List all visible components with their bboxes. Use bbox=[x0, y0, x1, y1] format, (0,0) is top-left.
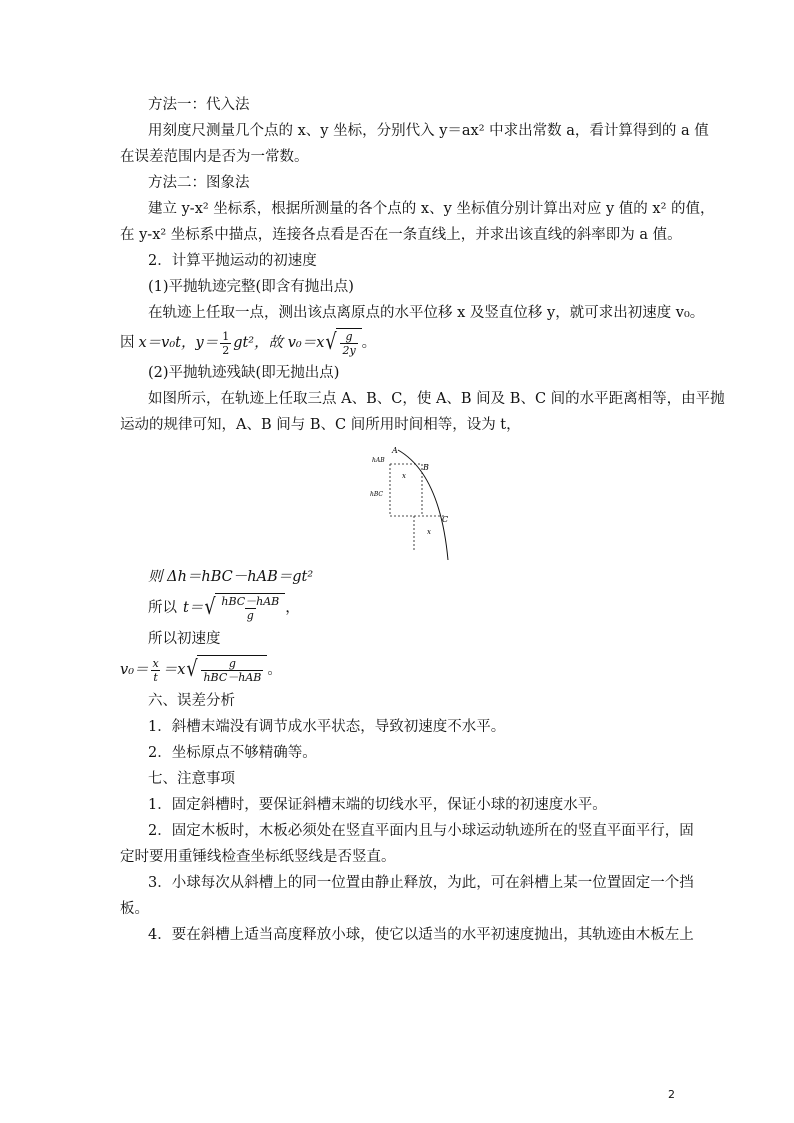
time-formula bbox=[120, 590, 676, 626]
v0-denominator: hBC－hAB bbox=[203, 671, 262, 684]
eq1-prefix: 因 bbox=[120, 335, 135, 351]
x-over-t-fraction bbox=[151, 657, 161, 684]
method1-paragraph-line2: 在误差范围内是否为一常数。 bbox=[120, 149, 309, 165]
page-number: 2 bbox=[668, 1088, 675, 1101]
method2-paragraph-line2: 在 y-x² 坐标系中描点，连接各点看是否在一条直线上，并求出该直线的斜率即为 a 值。 bbox=[120, 227, 682, 243]
point-b-label: B bbox=[423, 463, 429, 472]
initial-velocity-label: 所以初速度 bbox=[148, 631, 221, 647]
method2-paragraph-line1: 建立 y-x² 坐标系，根据所测量的各个点的 x、y 坐标值分别计算出对应 y 值的 x² 的值， bbox=[148, 201, 715, 217]
half-fraction bbox=[220, 330, 231, 357]
hbc-label: hBC bbox=[370, 491, 383, 498]
error-item-2: 2．坐标原点不够精确等。 bbox=[148, 745, 317, 761]
error-item-1: 1．斜槽末端没有调节成水平状态，导致初速度不水平。 bbox=[148, 719, 506, 735]
time-denominator: g bbox=[246, 609, 254, 622]
note-item-2-line1: 2．固定木板时，木板必须处在竖直平面内且与小球运动轨迹所在的竖直平面平行，固 bbox=[148, 823, 694, 839]
v0-end: 。 bbox=[267, 662, 282, 678]
subsection1-paragraph: 在轨迹上任取一点，测出该点离原点的水平位移 x 及竖直位移 y，就可求出初速度 v₀。 bbox=[148, 305, 705, 321]
t-denominator: t bbox=[153, 670, 158, 684]
sqrt-numerator: g bbox=[345, 330, 353, 343]
section7-title: 七、注意事项 bbox=[148, 771, 235, 787]
eq1-part-b: gt²，故 v₀＝x bbox=[233, 335, 325, 351]
note-item-1: 1．固定斜槽时，要保证斜槽末端的切线水平，保证小球的初速度水平。 bbox=[148, 797, 607, 813]
section6-title: 六、误差分析 bbox=[148, 693, 235, 709]
note-item-2-line2: 定时要用重锤线检查坐标纸竖线是否竖直。 bbox=[120, 849, 396, 865]
time-lhs: t＝ bbox=[183, 600, 204, 616]
half-denominator: 2 bbox=[222, 343, 230, 357]
subsection2-paragraph-line2: 运动的规律可知，A、B 间与 B、C 间所用时间相等，设为 t， bbox=[120, 417, 521, 433]
x2-label: x bbox=[427, 528, 431, 536]
v0-lhs: v₀＝ bbox=[120, 662, 149, 678]
hab-label: hAB bbox=[372, 457, 385, 464]
sqrt-velocity bbox=[185, 655, 267, 685]
initial-velocity-formula bbox=[120, 652, 676, 688]
subsection1-title: (1)平抛轨迹完整(即含有抛出点) bbox=[148, 279, 354, 295]
time-formula-label: 所以 bbox=[148, 600, 177, 616]
time-end: ， bbox=[285, 600, 300, 616]
subsection2-title: (2)平抛轨迹残缺(即无抛出点) bbox=[148, 365, 340, 381]
method1-paragraph-line1: 用刻度尺测量几个点的 x、y 坐标，分别代入 y＝ax² 中求出常数 a，看计算得到的 a 值 bbox=[148, 123, 709, 139]
x1-label: x bbox=[402, 472, 406, 480]
trajectory-figure bbox=[120, 444, 676, 562]
time-numerator: hBC－hAB bbox=[221, 595, 280, 608]
half-numerator: 1 bbox=[222, 329, 230, 343]
eq1-part-a: x＝v₀t，y＝ bbox=[138, 335, 219, 351]
trajectory-diagram bbox=[370, 444, 470, 562]
page-content bbox=[120, 92, 725, 948]
sqrt-denominator: 2y bbox=[342, 344, 356, 357]
method2-title: 方法二：图象法 bbox=[148, 175, 250, 191]
point-c-label: C bbox=[442, 515, 449, 524]
radical-sign: √ bbox=[325, 330, 338, 355]
note-item-3-line1: 3．小球每次从斜槽上的同一位置由静止释放，为此，可在斜槽上某一位置固定一个挡 bbox=[148, 875, 694, 891]
radical-sign: √ bbox=[204, 595, 216, 620]
point-a-label: A bbox=[392, 446, 398, 455]
subsection2-paragraph-line1: 如图所示，在轨迹上任取三点 A、B、C，使 A、B 间及 B、C 间的水平距离相等，由平抛 bbox=[148, 391, 725, 407]
v0-mid: ＝x bbox=[162, 662, 186, 678]
x-numerator: x bbox=[152, 656, 159, 670]
velocity-formula bbox=[120, 326, 676, 360]
method1-title: 方法一：代入法 bbox=[148, 97, 250, 113]
note-item-3-line2: 板。 bbox=[120, 901, 149, 917]
sqrt-time bbox=[203, 593, 285, 623]
v0-numerator: g bbox=[228, 657, 236, 670]
eq1-end: 。 bbox=[361, 335, 377, 351]
radical-sign: √ bbox=[186, 657, 199, 682]
note-item-4-line1: 4．要在斜槽上适当高度释放小球，使它以适当的水平初速度抛出，其轨迹由木板左上 bbox=[148, 927, 694, 943]
delta-h-formula: 则 Δh＝hBC－hAB＝gt² bbox=[148, 569, 314, 585]
section2-title: 2．计算平抛运动的初速度 bbox=[148, 253, 317, 269]
sqrt-g-over-2y bbox=[324, 328, 361, 358]
